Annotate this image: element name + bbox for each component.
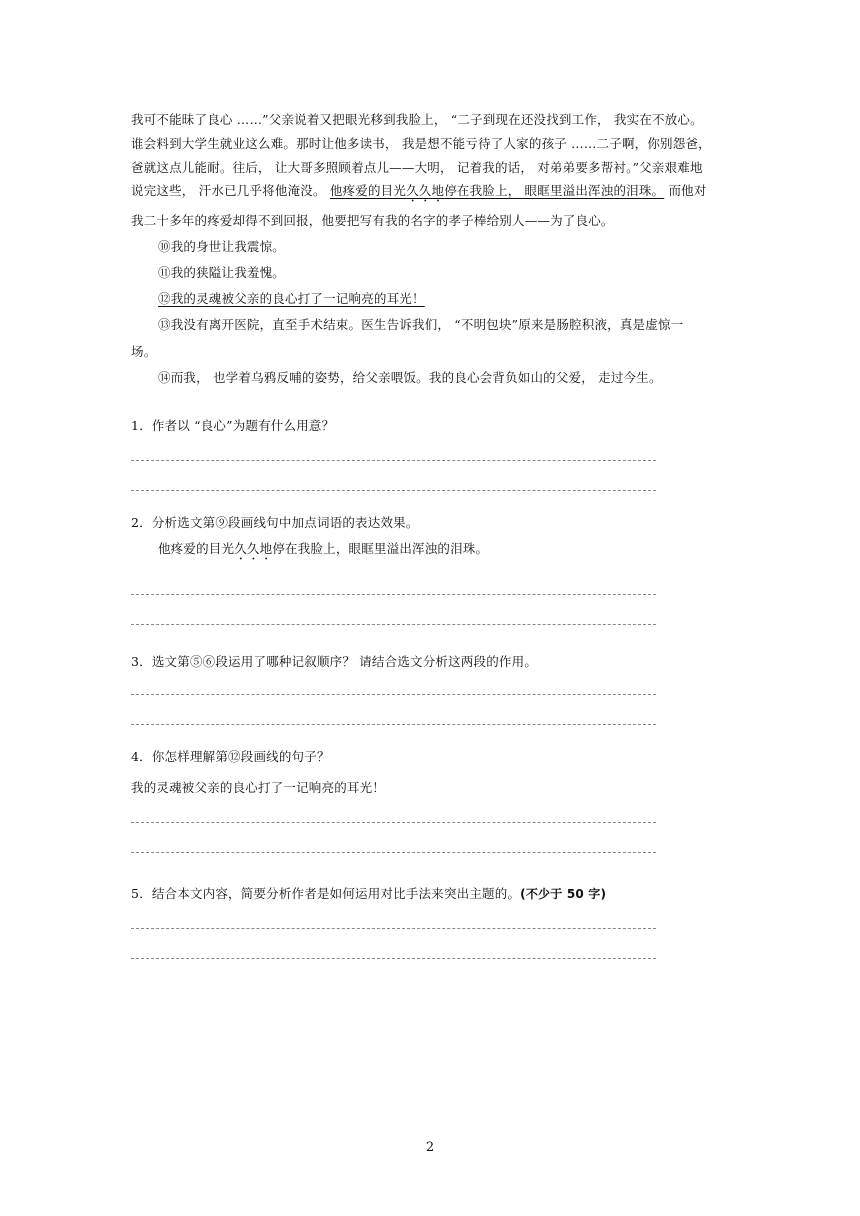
question-4-quote: 我的灵魂被父亲的良心打了一记响亮的耳光！ [131, 780, 386, 795]
passage-line-1: 我可不能昧了良心 ……”父亲说着又把眼光移到我脸上， “二子到现在还没找到工作， 我实在不放心。 [131, 112, 703, 127]
answer-line [131, 624, 656, 626]
answer-line [131, 852, 656, 854]
passage-line-5: 我二十多年的疼爱却得不到回报，他要把写有我的名字的孝子棒给别人——为了良心。 [131, 213, 614, 228]
answer-line [131, 490, 656, 492]
answer-line [131, 724, 656, 726]
answer-line [131, 958, 656, 960]
answer-line [131, 694, 656, 696]
passage-line-4-end: 而他对 [668, 183, 707, 198]
question-5-text: 5．结合本文内容，简要分析作者是如何运用对比手法来突出主题的。 [131, 886, 521, 901]
quote-part-2: 停在我脸上，眼眶里溢出浑浊的泪珠。 [272, 541, 489, 556]
paragraph-11: ⑪我的狭隘让我羞愧。 [158, 265, 286, 280]
paragraph-10: ⑩我的身世让我震惊。 [158, 239, 286, 254]
answer-line [131, 460, 656, 462]
paragraph-13-cont: 场。 [131, 344, 157, 359]
paragraph-13: ⑬我没有离开医院，直至手术结束。医生告诉我们， “不明包块”原来是肠腔积液，真是虚惊一 [158, 317, 684, 332]
answer-line [131, 594, 656, 596]
answer-line [131, 928, 656, 930]
question-3: 3．选文第⑤⑥段运用了哪种记叙顺序？ 请结合选文分析这两段的作用。 [131, 654, 538, 669]
quote-part-1: 他疼爱的目光 [158, 541, 235, 556]
paragraph-14: ⑭而我， 也学着乌鸦反哺的姿势，给父亲喂饭。我的良心会背负如山的父爱， 走过今生。 [158, 370, 662, 385]
dotted-word: 久久地 [406, 183, 445, 198]
question-4: 4．你怎样理解第⑫段画线的句子？ [131, 749, 330, 764]
underlined-part-2: 停在我脸上， 眼眶里溢出浑浊的泪珠。 [444, 183, 665, 198]
page-number: 2 [425, 1140, 435, 1155]
question-5 [131, 884, 606, 902]
paragraph-12: ⑫我的灵魂被父亲的良心打了一记响亮的耳光！ [158, 291, 425, 306]
passage-line-2: 谁会料到大学生就业这么难。那时让他多读书， 我是想不能亏待了人家的孩子 ……二子啊，你别怨爸， [131, 136, 711, 151]
passage-line-4 [131, 181, 707, 205]
underlined-part-1: 他疼爱的目光 [329, 183, 407, 198]
dotted-word: 久久地 [234, 541, 273, 556]
question-5-word-count: (不少于 50 字) [520, 887, 607, 901]
question-2-quote [158, 539, 488, 563]
passage-line-4-start: 说完这些， 汗水已几乎将他淹没。 [131, 183, 326, 198]
underlined-sentence [330, 183, 664, 198]
answer-line [131, 822, 656, 824]
question-1: 1．作者以 “良心”为题有什么用意？ [131, 418, 335, 433]
passage-line-3: 爸就这点儿能耐。往后， 让大哥多照顾着点儿——大明， 记着我的话， 对弟弟要多帮衬。”父亲艰难地 [131, 160, 703, 175]
question-2: 2．分析选文第⑨段画线句中加点词语的表达效果。 [131, 515, 419, 530]
